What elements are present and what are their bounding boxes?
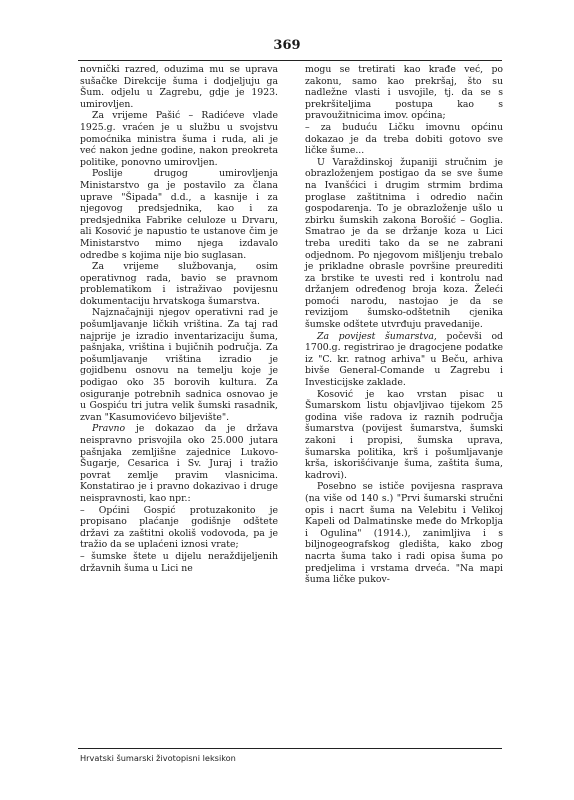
paragraph: [80, 551, 278, 574]
paragraph: [80, 307, 278, 423]
paragraph-text: je dokazao da je država neispravno prisvojila oko 25.000 jutara pašnjaka zemljišne zajednice Lukovo-Šugarje, Cesarica i Sv. Juraj i tražio povrat zemlje pravim vlasnicima. Konstatirao je i pravno dokazivao i druge neispravnosti, kao npr.:: [80, 423, 278, 504]
paragraph-text: Najznačajniji njegov operativni rad je pošumljavanje ličkih vriština. Za taj rad najprije je izradio inventarizaciju šuma, pašnjaka, vriština i bujičnih područja. Za pošumljavanje vriština izradio je gojidbenu osnovu na temelju koje je podigao oko 35 borovih kultura. Za osiguranje potrebnih sadnica osnovao je u Gospiću tri jutra velik šumski rasadnik, zvan "Kasumovićevo biljevište".: [80, 307, 278, 423]
paragraph: [80, 64, 278, 110]
paragraph-text: – Općini Gospić protuzakonito je propisano plaćanje godišnje odštete državi za zaštitni okoliš vodovoda, pa je tražio da se uplaćeni iznosi vrate;: [80, 504, 278, 551]
paragraph: [305, 389, 503, 482]
paragraph: [80, 505, 278, 551]
left-column: [80, 64, 278, 574]
italic-lead: Pravno: [92, 423, 126, 435]
footer-text: Hrvatski šumarski životopisni leksikon: [80, 753, 236, 763]
paragraph-text: Za vrijeme službovanja, osim operativnog rada, bavio se pravnom problematikom i istraživao povijesnu dokumentaciju hrvatskoga šumarstva.: [80, 261, 278, 307]
paragraph: [305, 481, 503, 585]
paragraph: [305, 122, 503, 157]
paragraph-text: , počevši od 1700.g. registrirao je dragocjene podatke iz "C. kr. ratnog arhiva" u Beču, arhiva bivše General-Comande u Zagrebu i Investicijske zaklade.: [305, 330, 503, 389]
paragraph: [305, 331, 503, 389]
paragraph-text: mogu se tretirati kao krađe već, po zakonu, samo kao prekršaj, što su nadležne vlasti i usvojile, tj. da se s prekršiteljima postupa kao s pravoužitnicima imov. općina;: [305, 64, 503, 122]
paragraph: [80, 261, 278, 307]
paragraph-text: U Varaždinskoj županiji stručnim je obrazloženjem postigao da se sve šume na Ivanšćici i drugim strmim brdima proglase zaštitnima i odredio način gospodarenja. To je obrazloženje ušlo u zbirku šumskih zakona Borošić – Goglia. Smatrao je da se držanje koza u Lici treba urediti tako da se ne zabrani odjednom. Po njegovom mišljenju trebalo je prikladne obrasle površine preurediti za brstike te uvesti red i kontrolu nad držanjem određenog broja koza. Želeći pomoći narodu, nastojao je da se revizijom šumsko-odštetnih cjenika šumske odštete utvrđuju pravedanije.: [305, 156, 503, 331]
paragraph: [80, 110, 278, 168]
paragraph-text: novnički razred, oduzima mu se uprava sušačke Direkcije šuma i dodjeljuju ga Šum. odjelu u Zagrebu, gdje je 1923. umirovljen.: [80, 64, 278, 110]
paragraph-text: Kosović je kao vrstan pisac u Šumarskom listu objavljivao tijekom 25 godina više radova iz raznih područja šumarstva (povijest šumarstva, šumski zakoni i propisi, šumska uprava, šumarska politika, krš i pošumljavanje krša, iskorišćivanje šuma, zaštita šuma, kadrovi).: [305, 388, 503, 481]
italic-lead: Za povijest šumarstva: [317, 330, 434, 342]
footer-rule: [78, 748, 502, 749]
paragraph-text: Poslije drugog umirovljenja Ministarstvo ga je postavilo za člana uprave "Šipada" d.d., a kasnije i za njegovog predsjednika, kao i za predsjednika Fabrike celuloze u Drvaru, ali Kosović je napustio te ustanove čim je Ministarstvo mimo njega izdavalo odredbe s kojima nije bio suglasan.: [80, 168, 278, 261]
paragraph-text: – šumske štete u dijelu neraždijeljenih državnih šuma u Lici ne: [80, 550, 278, 574]
right-column: [305, 64, 503, 586]
paragraph-text: Posebno se ističe povijesna rasprava (na više od 140 s.) "Prvi šumarski stručni opis i nacrt šuma na Velebitu i Velikoj Kapeli od Dalmatinske međe do Mrkoplja i Ogulina" (1914.), zanimljiva i s biljnogeografskog gledišta, kako zbog nacrta šuma tako i radi opisa šuma po predjelima i vrstama drveća. "Na mapi šuma ličke pukov-: [305, 481, 503, 586]
paragraph: [80, 168, 278, 261]
paragraph: [305, 64, 503, 122]
page-number: 369: [273, 38, 301, 53]
paragraph: [80, 423, 278, 504]
header-rule: [78, 60, 502, 61]
paragraph: [305, 157, 503, 331]
paragraph-text: Za vrijeme Pašić – Radićeve vlade 1925.g. vraćen je u službu u svojstvu pomoćnika ministra šuma i ruda, ali je već nakon jedne godine, nakon preokreta politike, ponovno umirovljen.: [80, 110, 278, 168]
paragraph-text: – za buduću Ličku imovnu općinu dokazao je da treba dobiti gotovo sve ličke šume...: [305, 121, 503, 157]
